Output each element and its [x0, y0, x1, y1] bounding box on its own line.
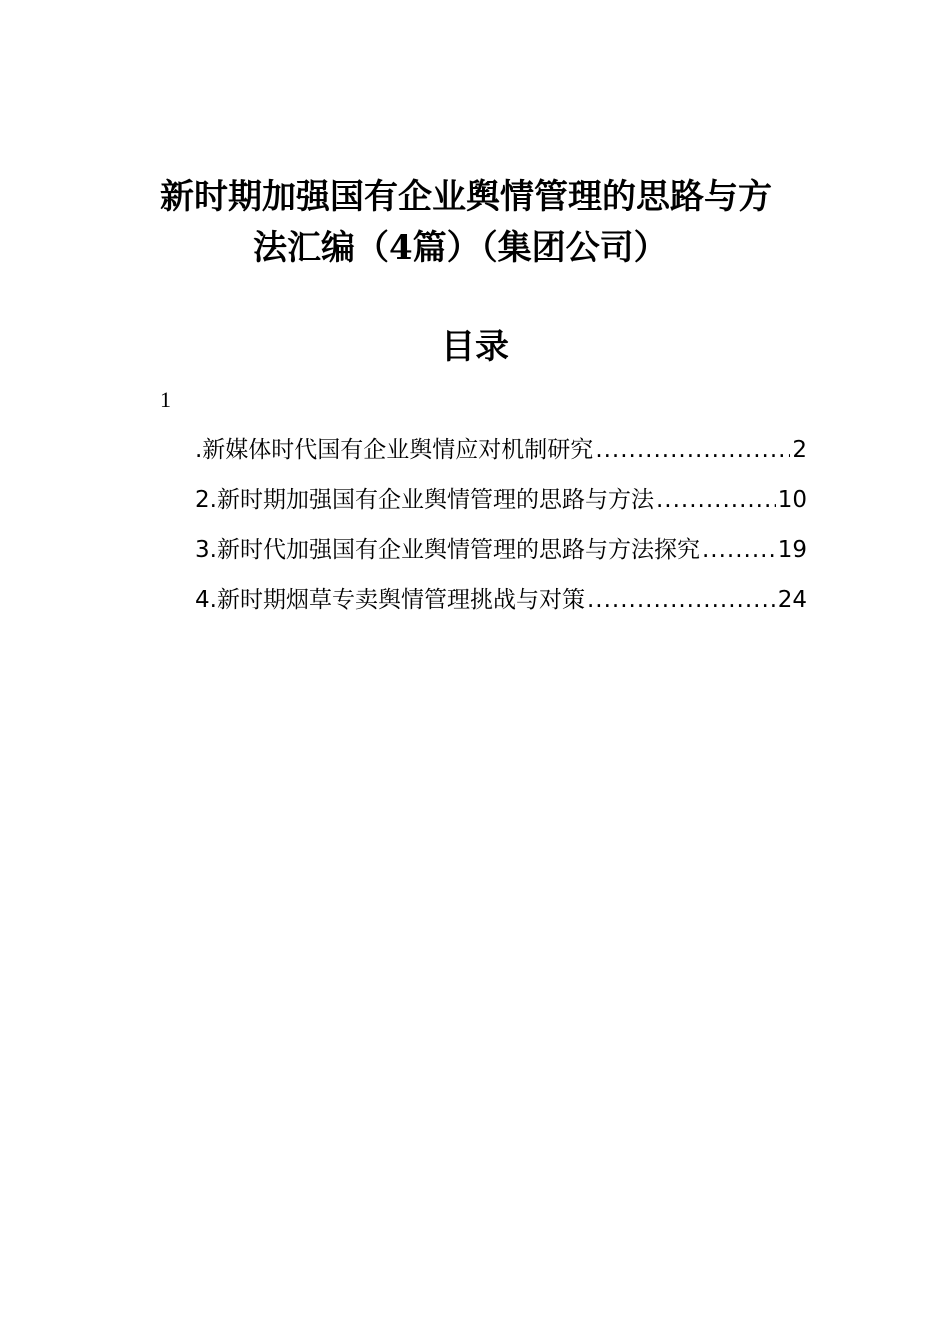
stray-number: 1 [160, 387, 171, 412]
toc-entry-label: 4.新时期烟草专卖舆情管理挑战与对策 [195, 587, 585, 613]
document-title-line-1: 新时期加强国有企业舆情管理的思路与方 [160, 177, 772, 217]
toc-entry-label: 3.新时代加强国有企业舆情管理的思路与方法探究 [195, 537, 700, 563]
toc-dot-leader [702, 530, 776, 570]
toc-entry-page: 2 [792, 437, 807, 463]
toc-entry-2[interactable] [195, 480, 807, 530]
document-title-line-2: 法汇编（4篇）（集团公司） [253, 228, 668, 268]
toc-entry-page: 10 [777, 487, 807, 513]
toc-dot-leader [587, 580, 776, 620]
toc-dot-leader [656, 480, 776, 520]
toc-entry-3[interactable] [195, 530, 807, 580]
toc-heading: 目录 [441, 327, 509, 367]
table-of-contents [195, 430, 807, 630]
toc-entry-label: .新媒体时代国有企业舆情应对机制研究 [195, 437, 594, 463]
toc-entry-page: 19 [777, 537, 807, 563]
toc-entry-label: 2.新时期加强国有企业舆情管理的思路与方法 [195, 487, 654, 513]
toc-entry-1[interactable] [195, 430, 807, 480]
toc-entry-page: 24 [777, 587, 807, 613]
toc-dot-leader [595, 430, 790, 470]
toc-entry-4[interactable] [195, 580, 807, 630]
